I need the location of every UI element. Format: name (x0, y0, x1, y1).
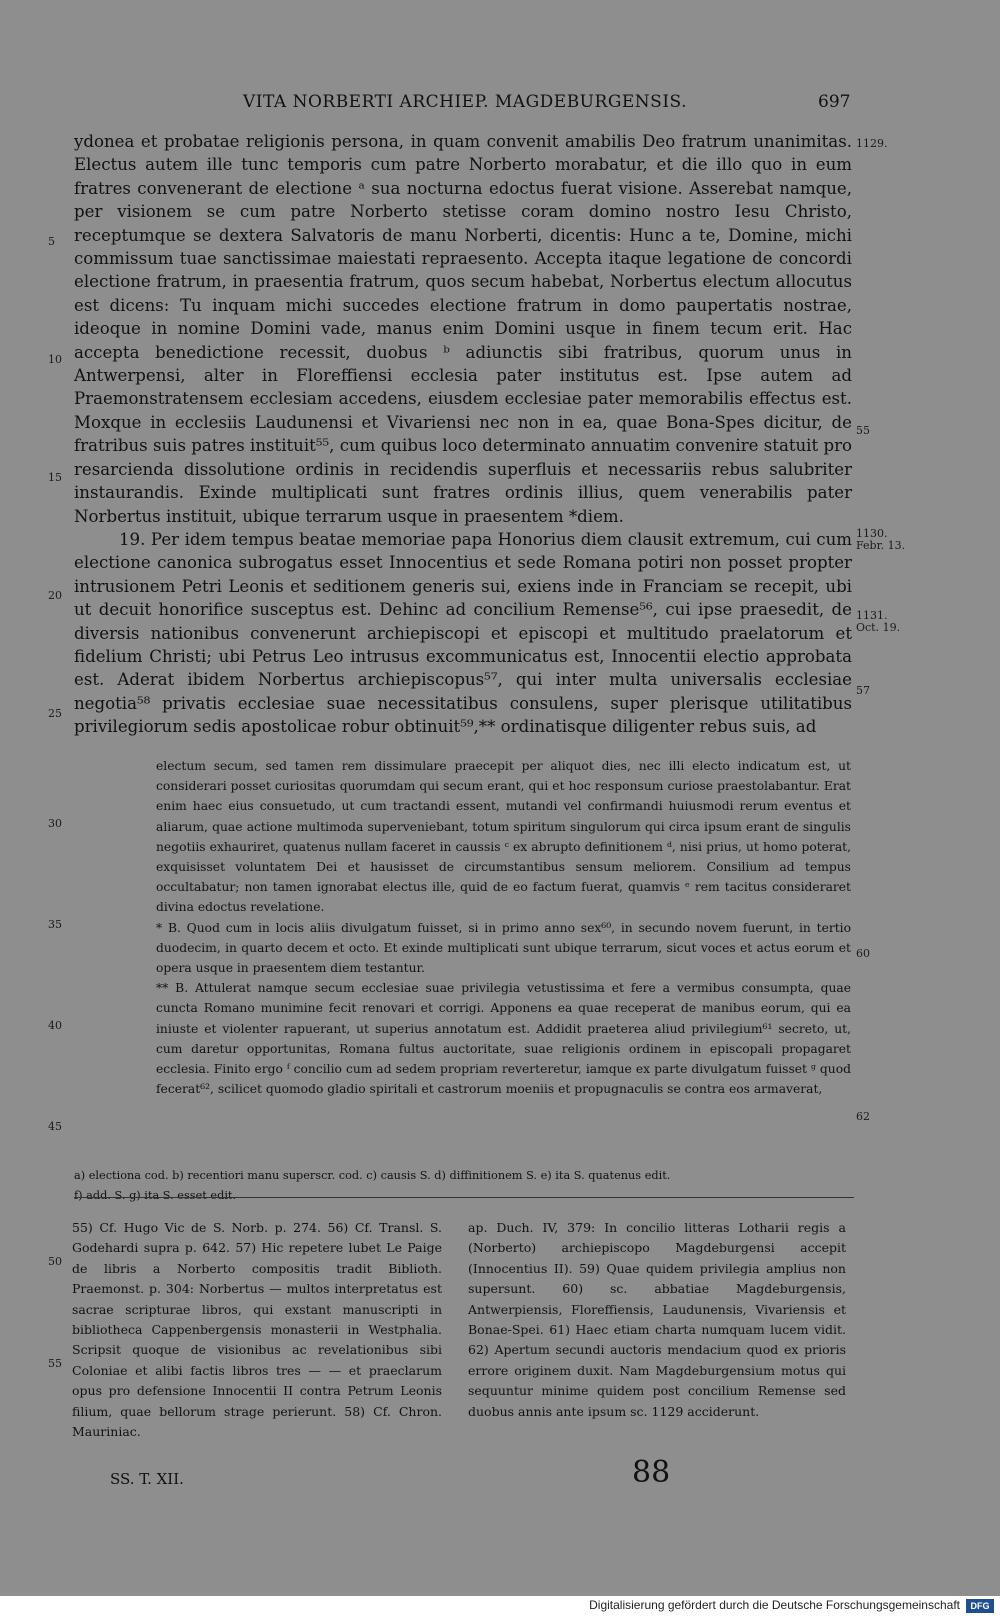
dfg-logo-icon[interactable]: DFG (966, 1599, 994, 1613)
variant-note-text: electum secum, sed tamen rem dissimulare praecepit per aliquot dies, nec illi electo indicatum est, ut considerari posset curiositas quorumdam qui secum erant, qui et hoc responsum curiose praestolabantur. Erat enim haec eius consuetudo, ut cum tractandi essent, mutandi vel confirmandi huiusmodi rerum eventus et aliarum, quae actione multimoda superveniebant, totum spiritum singulorum qui circa ipsum erant de singulis negotiis exhauriret, quatenus nullam faceret in caussis ᶜ ex abrupto definitionem ᵈ, nisi prius, ut homo poterat, exquisisset voluntatem Dei et hausisset de circumstantibus sensum meliorem. Consilium ad tempus occultabatur; non tamen ignorabat electus ille, quid de eo factum fuerat, quamvis ᵉ rem tacitus consideraret divina edoctus revelatione. (156, 759, 851, 915)
dfg-credit[interactable]: Digitalisierung gefördert durch die Deutsche Forschungsgemeinschaft (589, 1598, 960, 1612)
critical-apparatus (74, 1166, 854, 1206)
variant-notes-block (156, 756, 851, 1099)
margin-date-oct19: Oct. 19. (856, 621, 901, 634)
margin-note-ref: 55 (856, 424, 870, 437)
margin-note-ref: 62 (856, 1110, 870, 1123)
line-number: 40 (48, 1019, 62, 1032)
line-number: 55 (48, 1357, 62, 1370)
margin-date-1129: 1129. (856, 137, 888, 150)
page-number: 697 (818, 92, 851, 112)
margin-note-ref: 60 (856, 947, 870, 960)
commentary-left-column: 55) Cf. Hugo Vic de S. Norb. p. 274. 56) Cf. Transl. S. Godehardi supra p. 642. 57) Hic repetere lubet Le Paige de libris a Norberto compositis tradit Biblioth. Praemonst. p. 304: Norbertus — multos interpretatus est sacrae scripturae libros, qui exstant manuscripti in bibliotheca Cappenbergensis monasterii in Westphalia. Scripsit quoque de visionibus ac revelationibus sibi Coloniae et alibi factis libros tres — — et praeclarum opus pro defensione Innocentii II contra Petrum Leonis filium, quae bellorum strage perierunt. 58) Cf. Chron. Mauriniac. (72, 1220, 442, 1440)
line-number: 50 (48, 1255, 62, 1268)
margin-date-1130: 1130. (856, 527, 888, 540)
line-number: 20 (48, 589, 62, 602)
line-number: 10 (48, 353, 62, 366)
volume-signature: SS. T. XII. (110, 1470, 184, 1488)
variant-note-b-single: * B. Quod cum in locis aliis divulgatum fuisset, si in primo anno sex⁶⁰, in secundo novem fuerunt, in tertio duodecim, in quarto decem et octo. Et exinde multiplicati sunt ubique terrarum, sicut voces et actus eorum et opera usque in praesentem diem testantur. (156, 920, 851, 976)
line-number: 15 (48, 471, 62, 484)
page-header (0, 92, 1000, 122)
line-number: 5 (48, 235, 55, 248)
margin-date-febr13: Febr. 13. (856, 539, 906, 552)
line-number: 25 (48, 707, 62, 720)
sheet-number: 88 (632, 1455, 671, 1490)
main-text (74, 130, 852, 739)
paragraph-1: ydonea et probatae religionis persona, in quam convenit amabilis Deo fratrum unanimitas. Electus autem ille tunc temporis cum patre Norberto morabatur, et die illo quo in eum fratres convenerant de electione ᵃ sua nocturna edoctus fuerat visione. Asserebat namque, per visionem se cum patre Norberto stetisse coram domino nostro Iesu Christo, receptumque se dextera Salvatoris de manu Norberti, dicentis: Hunc a te, Domine, michi commissum tuae sanctissimae maiestati repraesento. Accepta itaque legatione de concordi electione fratrum, in praesentia fratrum, quos secum habebat, Norbertus electum allocutus est dicens: Tu inquam michi succedes electione fratrum in domo paupertatis nostrae, ideoque in nomine Domini vade, manus enim Domini usque in finem tecum erit. Hac accepta benedictione recessit, duobus ᵇ adiunctis sibi fratribus, quorum unus in Antwerpensi, alter in Floreffiensi ecclesia pater institutus est. Ipse autem ad Praemonstratensem ecclesiam accedens, eiusdem ecclesiae pater memorabilis effectus est. Moxque in ecclesiis Laudunensi et Vivariensi nec non in ea, quae Bona-Spes dicitur, de fratribus suis patres instituit⁵⁵, cum quibus loco determinato annuatim convenire statuit pro resarcienda dissolutione ordinis in recidendis superfluis et necessariis rebus salubriter instaurandis. Exinde multiplicati sunt fratres ordinis illius, quem venerabilis pater Norbertus instituit, ubique terrarum usque in praesentem *diem. (74, 132, 852, 526)
critical-notes-line: a) electiona cod. b) recentiori manu superscr. cod. c) causis S. d) diffinitionem S. e) ita S. quatenus edit. (74, 1169, 671, 1182)
margin-date-1131: 1131. (856, 609, 888, 622)
dfg-banner (0, 1596, 1000, 1616)
footnote-divider (74, 1197, 854, 1198)
line-number: 30 (48, 817, 62, 830)
paragraph-2: 19. Per idem tempus beatae memoriae papa Honorius diem clausit extremum, cui cum electione canonica subrogatus esset Innocentius et sede Romana potiri non posset propter intrusionem Petri Leonis et seditionem generis sui, exiens inde in Franciam se recepit, ubi ut decuit honorifice susceptus est. Dehinc ad concilium Remense⁵⁶, cui ipse praesedit, de diversis nationibus convenerunt archiepiscopi et episcopi et multitudo praelatorum et fidelium Christi; ubi Petrus Leo intrusus excommunicatus est, Innocentii electio approbata est. Aderat ibidem Norbertus archiepiscopus⁵⁷, qui inter multa universalis ecclesiae negotia⁵⁸ privatis ecclesiae suae necessitatibus consulens, super plerisque utilitatibus privilegiorum sedis apostolicae robur obtinuit⁵⁹,** ordinatisque diligenter rebus suis, ad (74, 529, 852, 737)
line-number: 45 (48, 1120, 62, 1133)
line-number: 35 (48, 918, 62, 931)
variant-note-b-double: ** B. Attulerat namque secum ecclesiae suae privilegia vetustissima et fere a vermibus consumpta, quae cuncta Romano munimine fecit renovari et corrigi. Apponens ea quae receperat de manibus eorum, qui ea iniuste et violenter rapuerant, ut superius annotatum est. Addidit praeterea aliud privilegium⁶¹ secreto, ut, cum daretur opportunitas, Romana fultus auctoritate, suae religionis ordinem in episcopali propagaret ecclesia. Finito ergo ᶠ concilio cum ad sedem propriam reverteretur, iamque ex parte divulgatum fuisset ᵍ quod fecerat⁶², scilicet quomodo gladio spiritali et castrorum moeniis et propugnaculis se contra eos armaverat, (156, 981, 851, 1097)
margin-note-ref: 57 (856, 684, 870, 697)
running-title: VITA NORBERTI ARCHIEP. MAGDEBURGENSIS. (243, 92, 687, 112)
commentary-right-column: ap. Duch. IV, 379: In concilio litteras Lotharii regis a (Norberto) archiepiscopo Magdeburgensi accepit (Innocentius II). 59) Quae quidem privilegia amplius non supersunt. 60) sc. abbatiae Magdeburgensis, Antwerpiensis, Floreffiensis, Laudunensis, Vivariensis et Bonae-Spei. 61) Haec etiam charta numquam lucem vidit. 62) Apertum secundi auctoris mendacium quod ex prioris errore originem duxit. Nam Magdeburgensium motus qui sequuntur minime quidem post concilium Remense sed duobus annis ante ipsum sc. 1129 acciderunt. (468, 1220, 846, 1419)
critical-notes-line: f) add. S. g) ita S. esset edit. (74, 1189, 237, 1202)
